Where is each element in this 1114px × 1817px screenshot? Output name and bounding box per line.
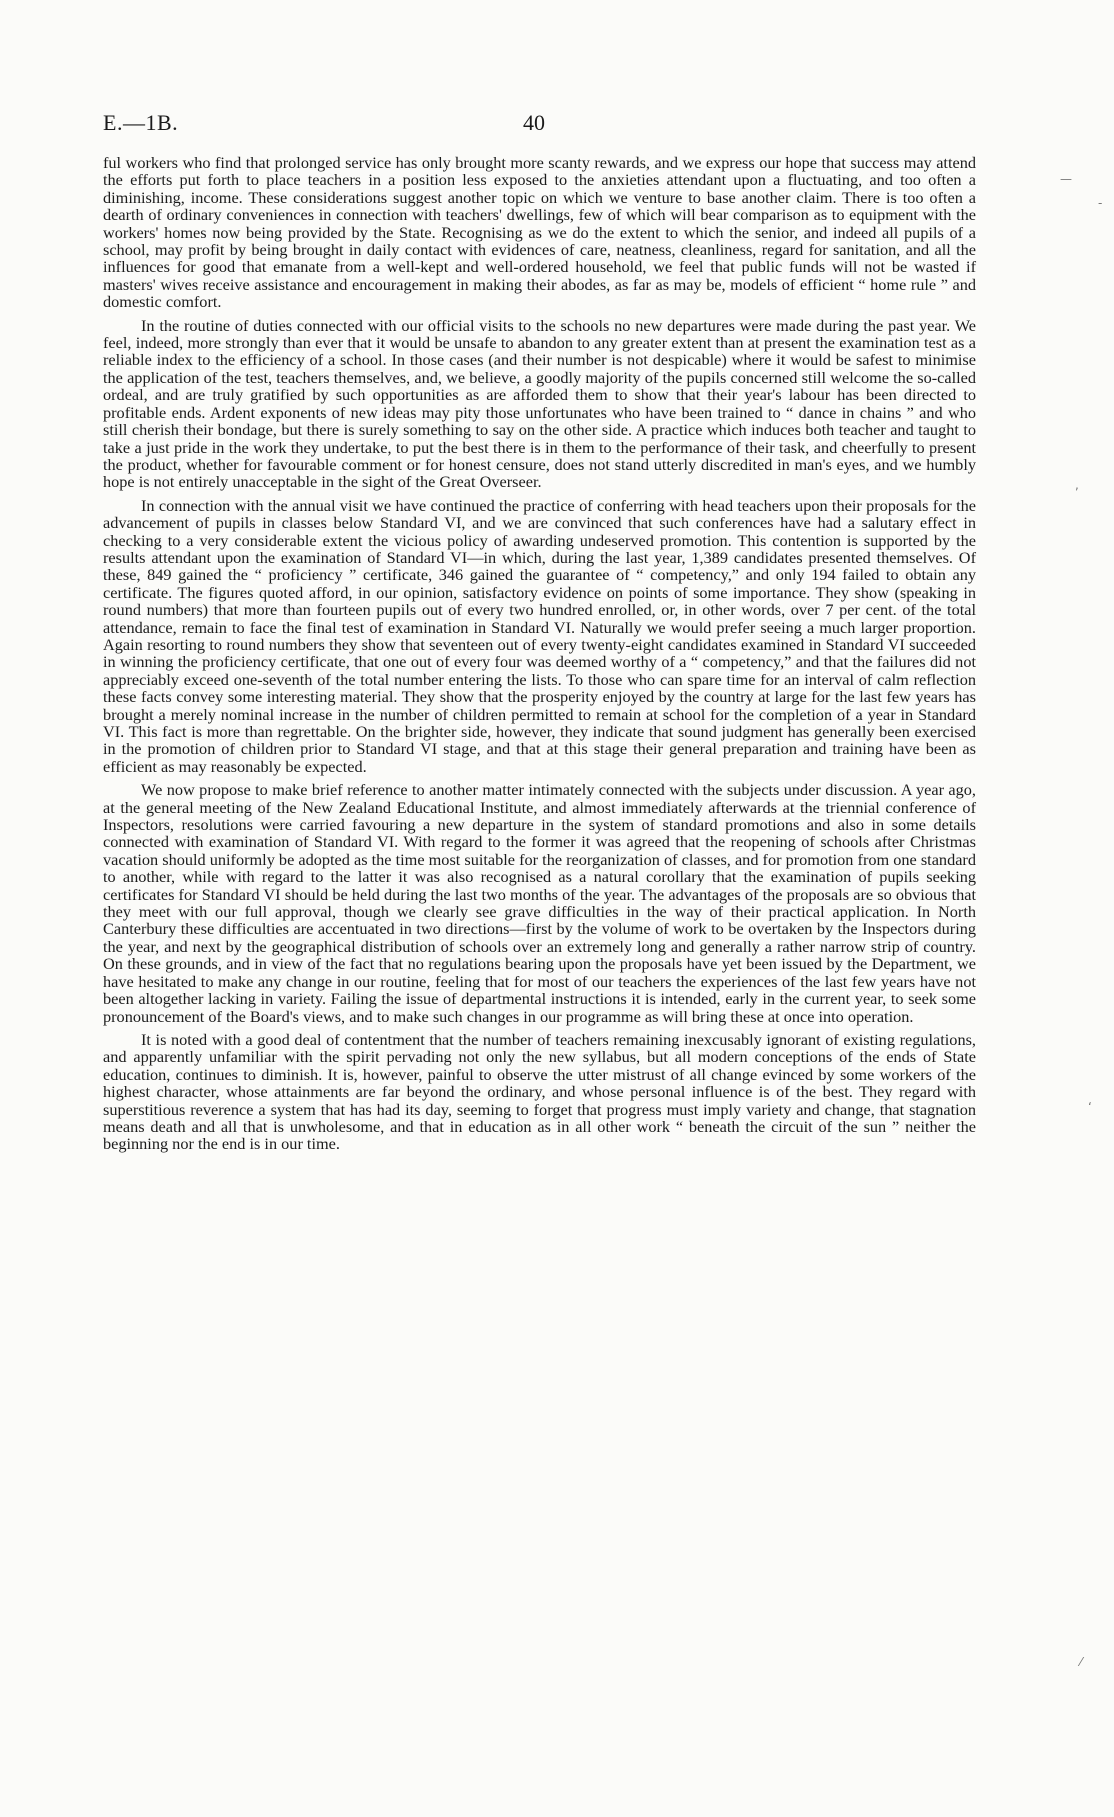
document-reference: E.—1B. — [103, 110, 179, 135]
paragraph-4: We now propose to make brief reference to another matter intimately connected with the subjects under discussion. A year ago, at the general meeting of the New Zealand Educational Institute, and almost immediately afterwards at the triennial conference of Inspectors, resolutions were carried favouring a new departure in the system of standard promotions and also in some details connected with examination of Standard VI. With regard to the former it was agreed that the reopening of schools after Christmas vacation should uniformly be adopted as the time most suitable for the reorganization of classes, and for promotion from one standard to another, while with regard to the latter it was also recognised as a natural corollary that the examination of pupils seeking certificates for Standard VI should be held during the last two months of the year. The advantages of the proposals are so obvious that they meet with our full approval, though we clearly see grave difficulties in the way of their practical application. In North Canterbury these difficulties are accentuated in two directions—first by the volume of work to be overtaken by the Inspectors during the year, and next by the geographical distribution of schools over an extremely long and generally a rather narrow strip of country. On these grounds, and in view of the fact that no regulations bearing upon the proposals have yet been issued by the Department, we have hesitated to make any change in our routine, feeling that for most of our teachers the experiences of the last few years have not been altogether lacking in variety. Failing the issue of departmental instructions it is intended, early in the current year, to seek some pronouncement of the Board's views, and to make such changes in our programme as will bring these at once into operation. — [103, 780, 976, 1026]
margin-mark: ‘ — [1088, 1100, 1092, 1114]
margin-mark: ⁄ — [1080, 1655, 1083, 1669]
margin-mark: - — [1098, 196, 1103, 210]
paragraph-2: In the routine of duties connected with our official visits to the schools no new departures were made during the past year. We feel, indeed, more strongly than ever that it would be unsafe to abandon to any greater extent than at present the examination test as a reliable index to the efficiency of a school. In those cases (and their number is not despicable) where it would be safest to minimise the application of the test, teachers themselves, and, we believe, a goodly majority of the pupils concerned still welcome the so-called ordeal, and are truly gratified by such opportunities as are afforded them to show that their year's labour has been directed to profitable ends. Ardent exponents of new ideas may pity those unfortunates who have been trained to “ dance in chains ” and who still cherish their bondage, but there is surely something to say on the other side. A practice which induces both teacher and taught to take a just pride in the work they undertake, to put the best there is in them to the performance of their task, and cheerfully to present the product, whether for favourable comment or for honest censure, does not stand utterly discredited in man's eyes, and we humbly hope is not entirely unacceptable in the sight of the Great Overseer. — [103, 315, 976, 492]
page-header — [103, 110, 1003, 140]
paragraph-5: It is noted with a good deal of contentment that the number of teachers remaining inexcusably ignorant of existing regulations, and apparently unfamiliar with the spirit pervading not only the new syllabus, but all modern conceptions of the ends of State education, continues to diminish. It is, however, painful to observe the utter mistrust of all change evinced by some workers of the highest character, whose attainments are far beyond the ordinary, and whose personal influence is of the best. They regard with superstitious reverence a system that has had its day, seeming to forget that progress must imply variety and change, that stagnation means death and all that is unwholesome, and that in education as in all other work “ beneath the circuit of the sun ” neither the beginning nor the end is in our time. — [103, 1029, 976, 1154]
paragraph-1: ful workers who find that prolonged service has only brought more scanty rewards, and we express our hope that success may attend the efforts put forth to place teachers in a position less exposed to the anxieties attendant upon a fluctuating, and too often a diminishing, income. These considerations suggest another topic on which we venture to base another claim. There is too often a dearth of ordinary conveniences in connection with teachers' dwellings, few of which will bear comparison as to equipment with the workers' homes now being provided by the State. Recognising as we do the extent to which the senior, and indeed all pupils of a school, may profit by being brought in daily contact with evidences of care, neatness, cleanliness, regard for sanitation, and all the influences for good that emanate from a well-kept and well-ordered household, we feel that public funds will not be wasted if masters' wives receive assistance and encouragement in making their abodes, as far as may be, models of efficient “ home rule ” and domestic comfort. — [103, 153, 976, 312]
page-number: 40 — [523, 110, 545, 135]
margin-mark: , — [1075, 478, 1079, 492]
margin-mark: — — [1060, 172, 1072, 186]
body-text — [103, 154, 976, 1159]
paragraph-3: In connection with the annual visit we have continued the practice of conferring with head teachers upon their proposals for the advancement of pupils in classes below Standard VI, and we are convinced that such conferences have had a salutary effect in checking to a very considerable extent the vicious policy of awarding undeserved promotion. This contention is supported by the results attendant upon the examination of Standard VI—in which, during the last year, 1,389 candidates presented themselves. Of these, 849 gained the “ proficiency ” certificate, 346 gained the guarantee of “ competency,” and only 194 failed to obtain any certificate. The figures quoted afford, in our opinion, satisfactory evidence on points of some importance. They show (speaking in round numbers) that more than fourteen pupils out of every two hundred enrolled, or, in other words, over 7 per cent. of the total attendance, remain to face the final test of examination in Standard VI. Naturally we would prefer seeing a much larger proportion. Again resorting to round numbers they show that seventeen out of every twenty-eight candidates examined in Standard VI succeeded in winning the proficiency certificate, that one out of every four was deemed worthy of a “ competency,” and that the failures did not appreciably exceed one-seventh of the total number entering the lists. To those who can spare time for an interval of calm reflection these facts convey some interesting material. They show that the prosperity enjoyed by the country at large for the last few years has brought a merely nominal increase in the number of children permitted to remain at school for the completion of a year in Standard VI. This fact is more than regrettable. On the brighter side, however, they indicate that sound judgment has generally been exercised in the promotion of children prior to Standard VI stage, and that at this stage their general preparation and training have been as efficient as may reasonably be expected. — [103, 495, 976, 776]
